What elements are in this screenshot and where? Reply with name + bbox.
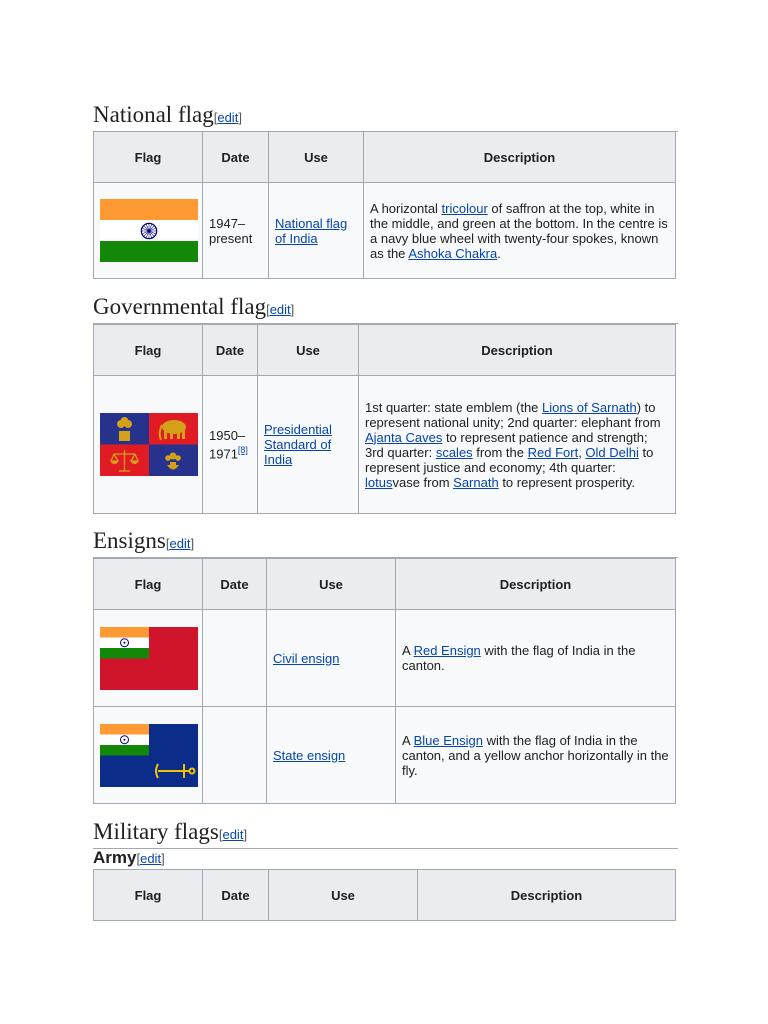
civil-ensign-image[interactable]	[100, 627, 198, 690]
heading-text: Army	[93, 848, 137, 867]
header-row	[94, 132, 676, 183]
table-row	[94, 376, 676, 514]
edit-link[interactable]: edit	[140, 851, 162, 866]
header-flag[interactable]: Flag	[94, 132, 203, 183]
desc-text: A	[402, 732, 414, 748]
desc-text: A	[402, 643, 414, 658]
header-date[interactable]: Date	[203, 559, 267, 610]
heading-military-flags	[93, 818, 678, 849]
desc-link-ashoka-chakra[interactable]: Ashoka Chakra	[408, 245, 498, 261]
desc-text: vase from	[392, 474, 454, 490]
desc-link-scales[interactable]: scales	[435, 444, 473, 460]
desc-link-lions-of-sarnath[interactable]: Lions of Sarnath	[542, 399, 637, 415]
header-description[interactable]: Description	[359, 325, 676, 376]
header-use[interactable]: Use	[258, 325, 359, 376]
heading-governmental-flag	[93, 293, 678, 324]
table-national-flag	[93, 131, 676, 279]
use-cell	[267, 610, 396, 707]
header-date[interactable]: Date	[203, 870, 269, 921]
section-governmental-flag	[93, 293, 678, 324]
desc-link-lotus[interactable]: lotus	[365, 474, 393, 490]
edit-section: [edit]	[165, 536, 195, 551]
flag-cell	[94, 183, 203, 279]
header-date[interactable]: Date	[203, 132, 269, 183]
heading-ensigns	[93, 527, 678, 558]
section-national-flag	[93, 101, 678, 132]
edit-section: [edit]	[213, 110, 242, 125]
description-cell	[396, 707, 676, 804]
desc-text: .	[497, 245, 501, 261]
description-cell	[364, 183, 676, 279]
header-row	[94, 325, 676, 376]
use-link[interactable]: Civil ensign	[273, 650, 340, 666]
desc-text: of saffron at the top, white in the middle, and green at the bottom. In the centre is a navy blue wheel with twenty-four spokes, known as the	[370, 200, 668, 261]
desc-text: ,	[578, 444, 586, 460]
header-description[interactable]: Description	[364, 132, 676, 183]
section-army	[93, 847, 678, 870]
heading-army	[93, 847, 678, 870]
desc-link-blue-ensign[interactable]: Blue Ensign	[413, 732, 483, 748]
desc-link-ajanta-caves[interactable]: Ajanta Caves	[365, 429, 443, 445]
date-cell: 1947– present	[203, 183, 269, 279]
header-use[interactable]: Use	[269, 870, 418, 921]
citation-link[interactable]: [8]	[237, 444, 248, 455]
table-row	[94, 610, 676, 707]
desc-link-tricolour[interactable]: tricolour	[441, 200, 488, 216]
table-row	[94, 707, 676, 804]
header-description[interactable]: Description	[396, 559, 676, 610]
header-use[interactable]: Use	[269, 132, 364, 183]
heading-text: National flag	[93, 102, 214, 127]
use-link[interactable]: State ensign	[273, 747, 346, 763]
flag-cell	[94, 707, 203, 804]
date-cell	[203, 707, 267, 804]
ashoka-chakra-icon	[140, 222, 158, 240]
header-date[interactable]: Date	[203, 325, 258, 376]
desc-text: ) to represent national unity; 2nd quarter: elephant from	[365, 399, 661, 430]
use-cell	[267, 707, 396, 804]
heading-national-flag	[93, 101, 678, 132]
edit-section: [edit]	[266, 302, 295, 317]
desc-text: with the flag of India in the canton, and a yellow anchor horizontally in the fly.	[402, 732, 669, 778]
description-cell	[359, 376, 676, 514]
date-cell	[203, 376, 258, 514]
desc-text: from the	[472, 444, 528, 460]
desc-link-old-delhi[interactable]: Old Delhi	[585, 444, 639, 460]
desc-link-sarnath[interactable]: Sarnath	[453, 474, 499, 490]
header-flag[interactable]: Flag	[94, 870, 203, 921]
edit-link[interactable]: edit	[217, 110, 239, 125]
desc-text: A horizontal	[370, 200, 442, 216]
section-ensigns	[93, 527, 678, 558]
table-ensigns	[93, 558, 676, 804]
edit-link[interactable]: edit	[169, 536, 191, 551]
desc-text: 1st quarter: state emblem (the	[365, 399, 543, 415]
heading-text: Governmental flag	[93, 294, 267, 319]
edit-section: [edit]	[218, 827, 248, 842]
desc-link-red-ensign[interactable]: Red Ensign	[413, 643, 481, 658]
header-row	[94, 559, 676, 610]
header-row	[94, 870, 676, 921]
presidential-standard-image[interactable]	[100, 413, 198, 476]
header-flag[interactable]: Flag	[94, 325, 203, 376]
india-flag-image[interactable]	[100, 199, 198, 262]
heading-text: Military flags	[93, 819, 219, 844]
flag-cell	[94, 376, 203, 514]
edit-link[interactable]: edit	[269, 302, 291, 317]
desc-text: with the flag of India in the canton.	[402, 643, 636, 673]
edit-link[interactable]: edit	[222, 827, 244, 842]
table-army	[93, 869, 676, 921]
use-cell	[269, 183, 364, 279]
header-use[interactable]: Use	[267, 559, 396, 610]
desc-text: to represent justice and economy; 4th quarter:	[365, 444, 654, 475]
header-flag[interactable]: Flag	[94, 559, 203, 610]
edit-section: [edit]	[136, 851, 165, 866]
use-cell	[258, 376, 359, 514]
desc-text: to represent prosperity.	[498, 474, 636, 490]
table-row	[94, 183, 676, 279]
description-cell	[396, 610, 676, 707]
desc-text: to represent patience and strength; 3rd quarter:	[365, 429, 648, 460]
heading-text: Ensigns	[93, 528, 166, 553]
desc-link-red-fort[interactable]: Red Fort	[527, 444, 579, 460]
use-link[interactable]: Presidential Standard of India	[264, 422, 332, 467]
state-ensign-image[interactable]	[100, 724, 198, 787]
section-military-flags	[93, 818, 678, 849]
table-governmental-flag	[93, 324, 676, 514]
header-description[interactable]: Description	[418, 870, 676, 921]
date-cell	[203, 610, 267, 707]
date-text: 1950– 1971	[209, 427, 246, 462]
use-link[interactable]: National flag of India	[275, 215, 348, 246]
flag-cell	[94, 610, 203, 707]
